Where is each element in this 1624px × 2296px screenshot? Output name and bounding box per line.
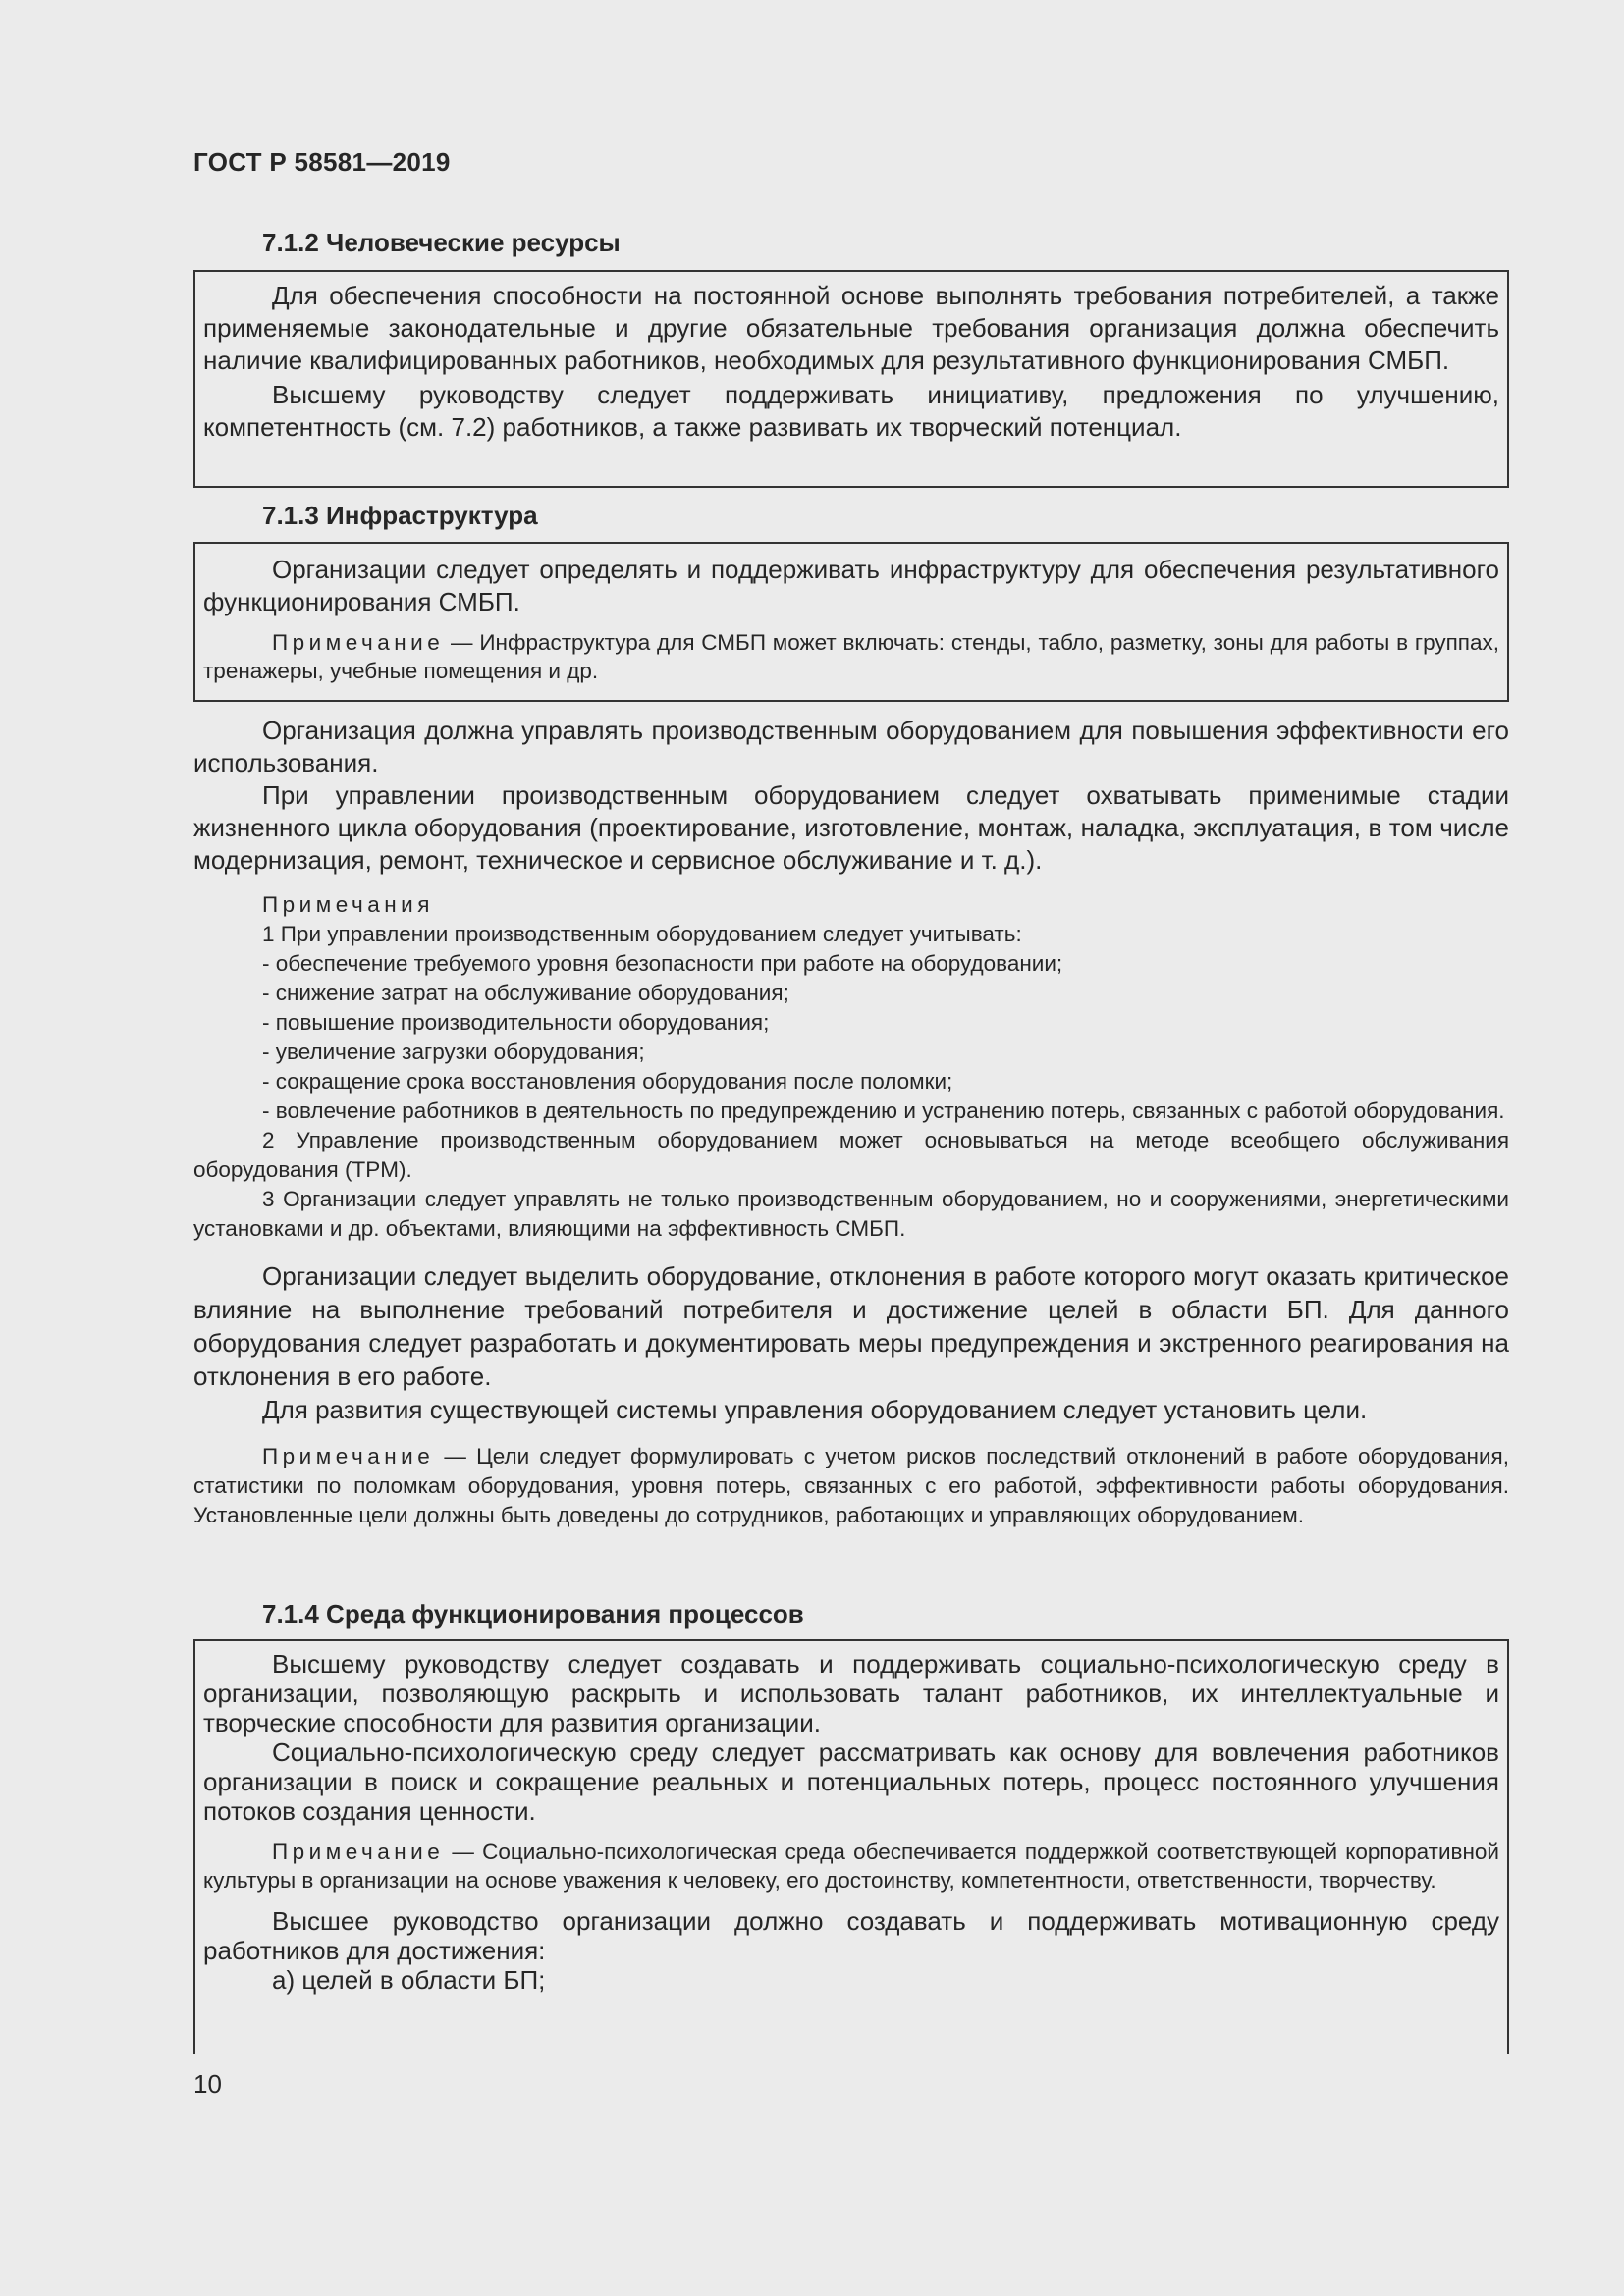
section-title-7-1-4: 7.1.4 Среда функционирования процессов — [262, 1599, 804, 1629]
notes-label: Примечания — [262, 892, 434, 917]
note-text: — Цели следует формулировать с учетом рисков последствий отклонений в работе оборудования, статистики по поломкам оборудования, уровня потерь, связанных с его работой, эффективности работы оборудования. Установленные цели должны быть доведены до сотрудников, работающих и управляющих оборудованием. — [193, 1444, 1509, 1527]
note-item: 3 Организации следует управлять не только производственным оборудованием, но и сооружениями, энергетическими установками и др. объектами, влияющими на эффективность СМБП. — [193, 1187, 1509, 1241]
paragraph: Для обеспечения способности на постоянной основе выполнять требования потребителей, а также применяемые законодательные и другие обязательные требования организация должна обеспечить наличие квалифицированных работников, необходимых для результативного функционирования СМБП. — [203, 281, 1499, 375]
page-number: 10 — [193, 2069, 222, 2099]
boxed-text-7-1-4 — [193, 1639, 1509, 2054]
section-title-7-1-3: 7.1.3 Инфраструктура — [262, 501, 538, 530]
paragraph: Социально-психологическую среду следует рассматривать как основу для вовлечения работников организации в поиск и сокращение реальных и потенциальных потерь, процесс постоянного улучшения потоков создания ценности. — [203, 1737, 1499, 1826]
boxed-text-7-1-2 — [193, 270, 1509, 488]
list-item: а) целей в области БП; — [272, 1965, 546, 1995]
note-bullet: - повышение производительности оборудования; — [262, 1010, 770, 1035]
note — [203, 628, 1499, 685]
note-item: 2 Управление производственным оборудованием может основываться на методе всеобщего обслуживания оборудования (TPM). — [193, 1128, 1509, 1182]
paragraph: Высшее руководство организации должно создавать и поддерживать мотивационную среду работников для достижения: — [203, 1906, 1499, 1965]
document-page — [193, 0, 1509, 2296]
paragraph: При управлении производственным оборудованием следует охватывать применимые стадии жизненного цикла оборудования (проектирование, изготовление, монтаж, наладка, эксплуатация, в том числе модернизация, ремонт, техническое и сервисное обслуживание и т. д.). — [193, 780, 1509, 875]
note-item: 1 При управлении производственным оборудованием следует учитывать: — [262, 922, 1022, 946]
paragraph: Организация должна управлять производственным оборудованием для повышения эффективности его использования. — [193, 716, 1509, 777]
paragraph: Высшему руководству следует поддерживать инициативу, предложения по улучшению, компетентность (см. 7.2) работников, а также развивать их творческий потенциал. — [203, 380, 1499, 442]
note — [193, 1442, 1509, 1530]
paragraph: Организации следует выделить оборудование, отклонения в работе которого могут оказать критическое влияние на выполнение требований потребителя и достижение целей в области БП. Для данного оборудования следует разработать и документировать меры предупреждения и экстренного реагирования на отклонения в его работе. — [193, 1261, 1509, 1391]
paragraph: Организации следует определять и поддерживать инфраструктуру для обеспечения результативного функционирования СМБП. — [203, 555, 1499, 616]
section-title-7-1-2: 7.1.2 Человеческие ресурсы — [262, 228, 621, 257]
note-bullet: - обеспечение требуемого уровня безопасности при работе на оборудовании; — [262, 951, 1063, 976]
document-id-header: ГОСТ Р 58581—2019 — [193, 147, 451, 177]
note-label: Примечание — [272, 1840, 445, 1864]
paragraph: Высшему руководству следует создавать и поддерживать социально-психологическую среду в организации, позволяющую раскрыть и использовать талант работников, их интеллектуальные и творческие способности для развития организации. — [203, 1649, 1499, 1737]
note-label: Примечание — [272, 630, 445, 655]
note-text: — Социально-психологическая среда обеспечивается поддержкой соответствующей корпоративной культуры в организации на основе уважения к человеку, его достоинству, компетентности, ответственности, творчеству. — [203, 1840, 1499, 1893]
note — [203, 1838, 1499, 1895]
note-bullet: - увеличение загрузки оборудования; — [262, 1040, 645, 1064]
boxed-text-7-1-3 — [193, 542, 1509, 702]
paragraph: Для развития существующей системы управления оборудованием следует установить цели. — [262, 1395, 1368, 1424]
note-text: — Инфраструктура для СМБП может включать: стенды, табло, разметку, зоны для работы в группах, тренажеры, учебные помещения и др. — [203, 630, 1499, 683]
note-label: Примечание — [262, 1444, 435, 1468]
notes-list — [193, 890, 1509, 1244]
note-bullet: - снижение затрат на обслуживание оборудования; — [262, 981, 789, 1005]
body-text-7-1-3 — [193, 715, 1509, 1530]
note-bullet: - вовлечение работников в деятельность по предупреждению и устранению потерь, связанных с работой оборудования. — [262, 1098, 1505, 1123]
note-bullet: - сокращение срока восстановления оборудования после поломки; — [262, 1069, 953, 1094]
